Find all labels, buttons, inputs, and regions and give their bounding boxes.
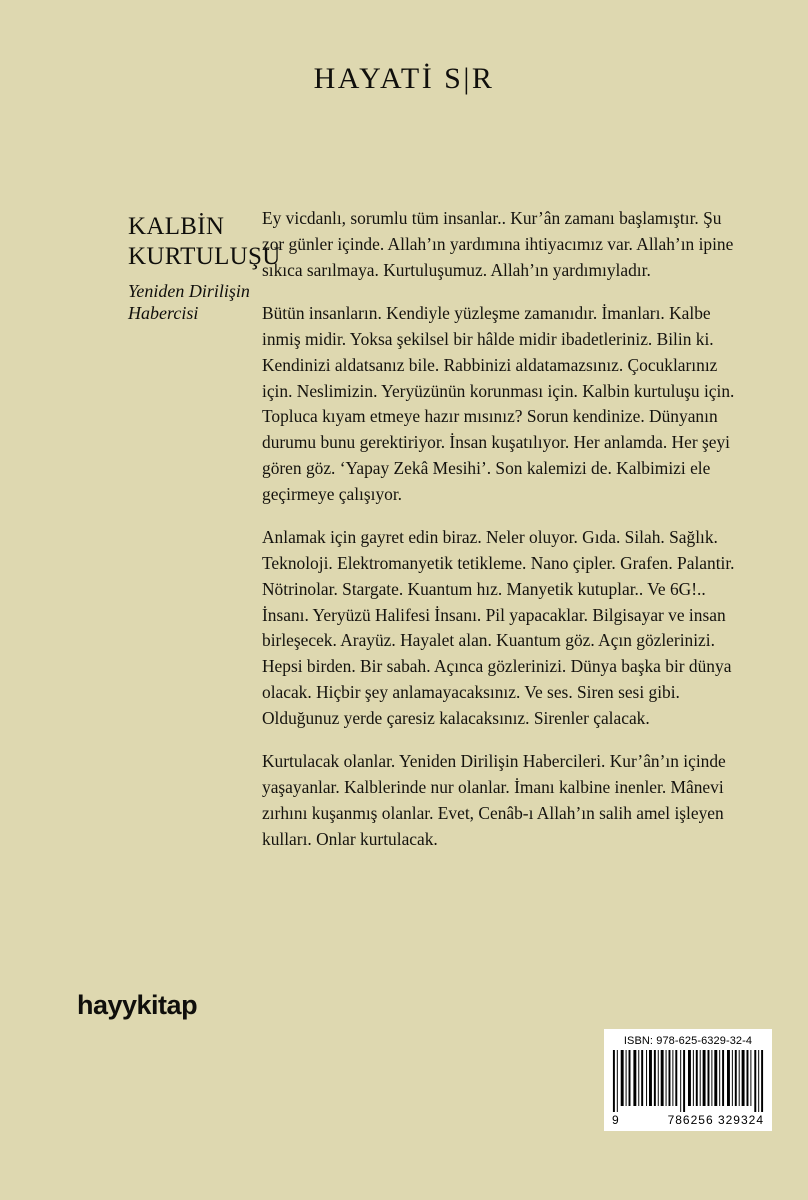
isbn-barcode-block	[604, 1029, 772, 1131]
barcode-image	[610, 1050, 766, 1112]
blurb-paragraph: Bütün insanların. Kendiyle yüzleşme zamanıdır. İmanları. Kalbe inmiş midir. Yoksa şekilsel bir hâlde midir ibadetleriniz. Bilin ki. Kendinizi aldatsanız bile. Rabbinizi aldatamazsınız. Çocuklarınız için. Neslimizin. Yeryüzünün korunması için. Kalbin kurtuluşu için. Topluca kıyam etmeye hazır mısınız? Sorun kendinize. Dünyanın durumu bunu gerektiriyor. İnsan kuşatılıyor. Her anlamda. Her şeyi gören göz. ‘Yapay Zekâ Mesihi’. Son kalemizi de. Kalbimizi ele geçirmeye çalışıyor.	[262, 303, 735, 504]
author-brand-text: HAYATİ S|R	[313, 62, 495, 95]
author-brand	[0, 62, 808, 96]
book-title: KALBİN KURTULUŞU	[128, 213, 281, 270]
barcode-digit-left: 9	[612, 1113, 620, 1127]
blurb-paragraph: Anlamak için gayret edin biraz. Neler oluyor. Gıda. Silah. Sağlık. Teknoloji. Elektromanyetik tetikleme. Nano çipler. Grafen. Palantir. Nötrinolar. Stargate. Kuantum hız. Manyetik kutuplar.. Ve 6G!.. İnsanı. Yeryüzü Halifesi İnsanı. Pil yapacaklar. Bilgisayar ve insan birleşecek. Arayüz. Hayalet alan. Kuantum göz. Açın gözlerinizi. Hepsi birden. Bir sabah. Açınca gözlerinizi. Dünya başka bir dünya olacak. Hiçbir şey anlamayacaksınız. Ve ses. Siren sesi gibi. Olduğunuz yerde çaresiz kalacaksınız. Sirenler çalacak.	[262, 527, 735, 728]
blurb-paragraph: Ey vicdanlı, sorumlu tüm insanlar.. Kur’ân zamanı başlamıştır. Şu zor günler içinde. Allah’ın yardımına ihtiyacımız var. Allah’ın ipine sıkıca sarılmaya. Kurtuluşumuz. Allah’ın yardımıyladır.	[262, 208, 734, 280]
blurb-paragraph: Kurtulacak olanlar. Yeniden Dirilişin Habercileri. Kur’ân’ın içinde yaşayanlar. Kalblerinde nur olanlar. İmanı kalbine inenler. Mânevi zırhını kuşanmış olanlar. Evet, Cenâb-ı Allah’ın salih amel işleyen kulları. Onlar kurtulacak.	[262, 751, 726, 849]
barcode-digits	[610, 1112, 766, 1127]
isbn-label: ISBN: 978-625-6329-32-4	[623, 1035, 753, 1047]
blurb-text	[262, 206, 746, 852]
publisher-logo: hayykitap	[77, 990, 198, 1020]
book-subtitle: Yeniden Dirilişin Habercisi	[128, 281, 250, 323]
title-block	[128, 212, 281, 324]
barcode-digit-right: 786256 329324	[667, 1113, 764, 1127]
